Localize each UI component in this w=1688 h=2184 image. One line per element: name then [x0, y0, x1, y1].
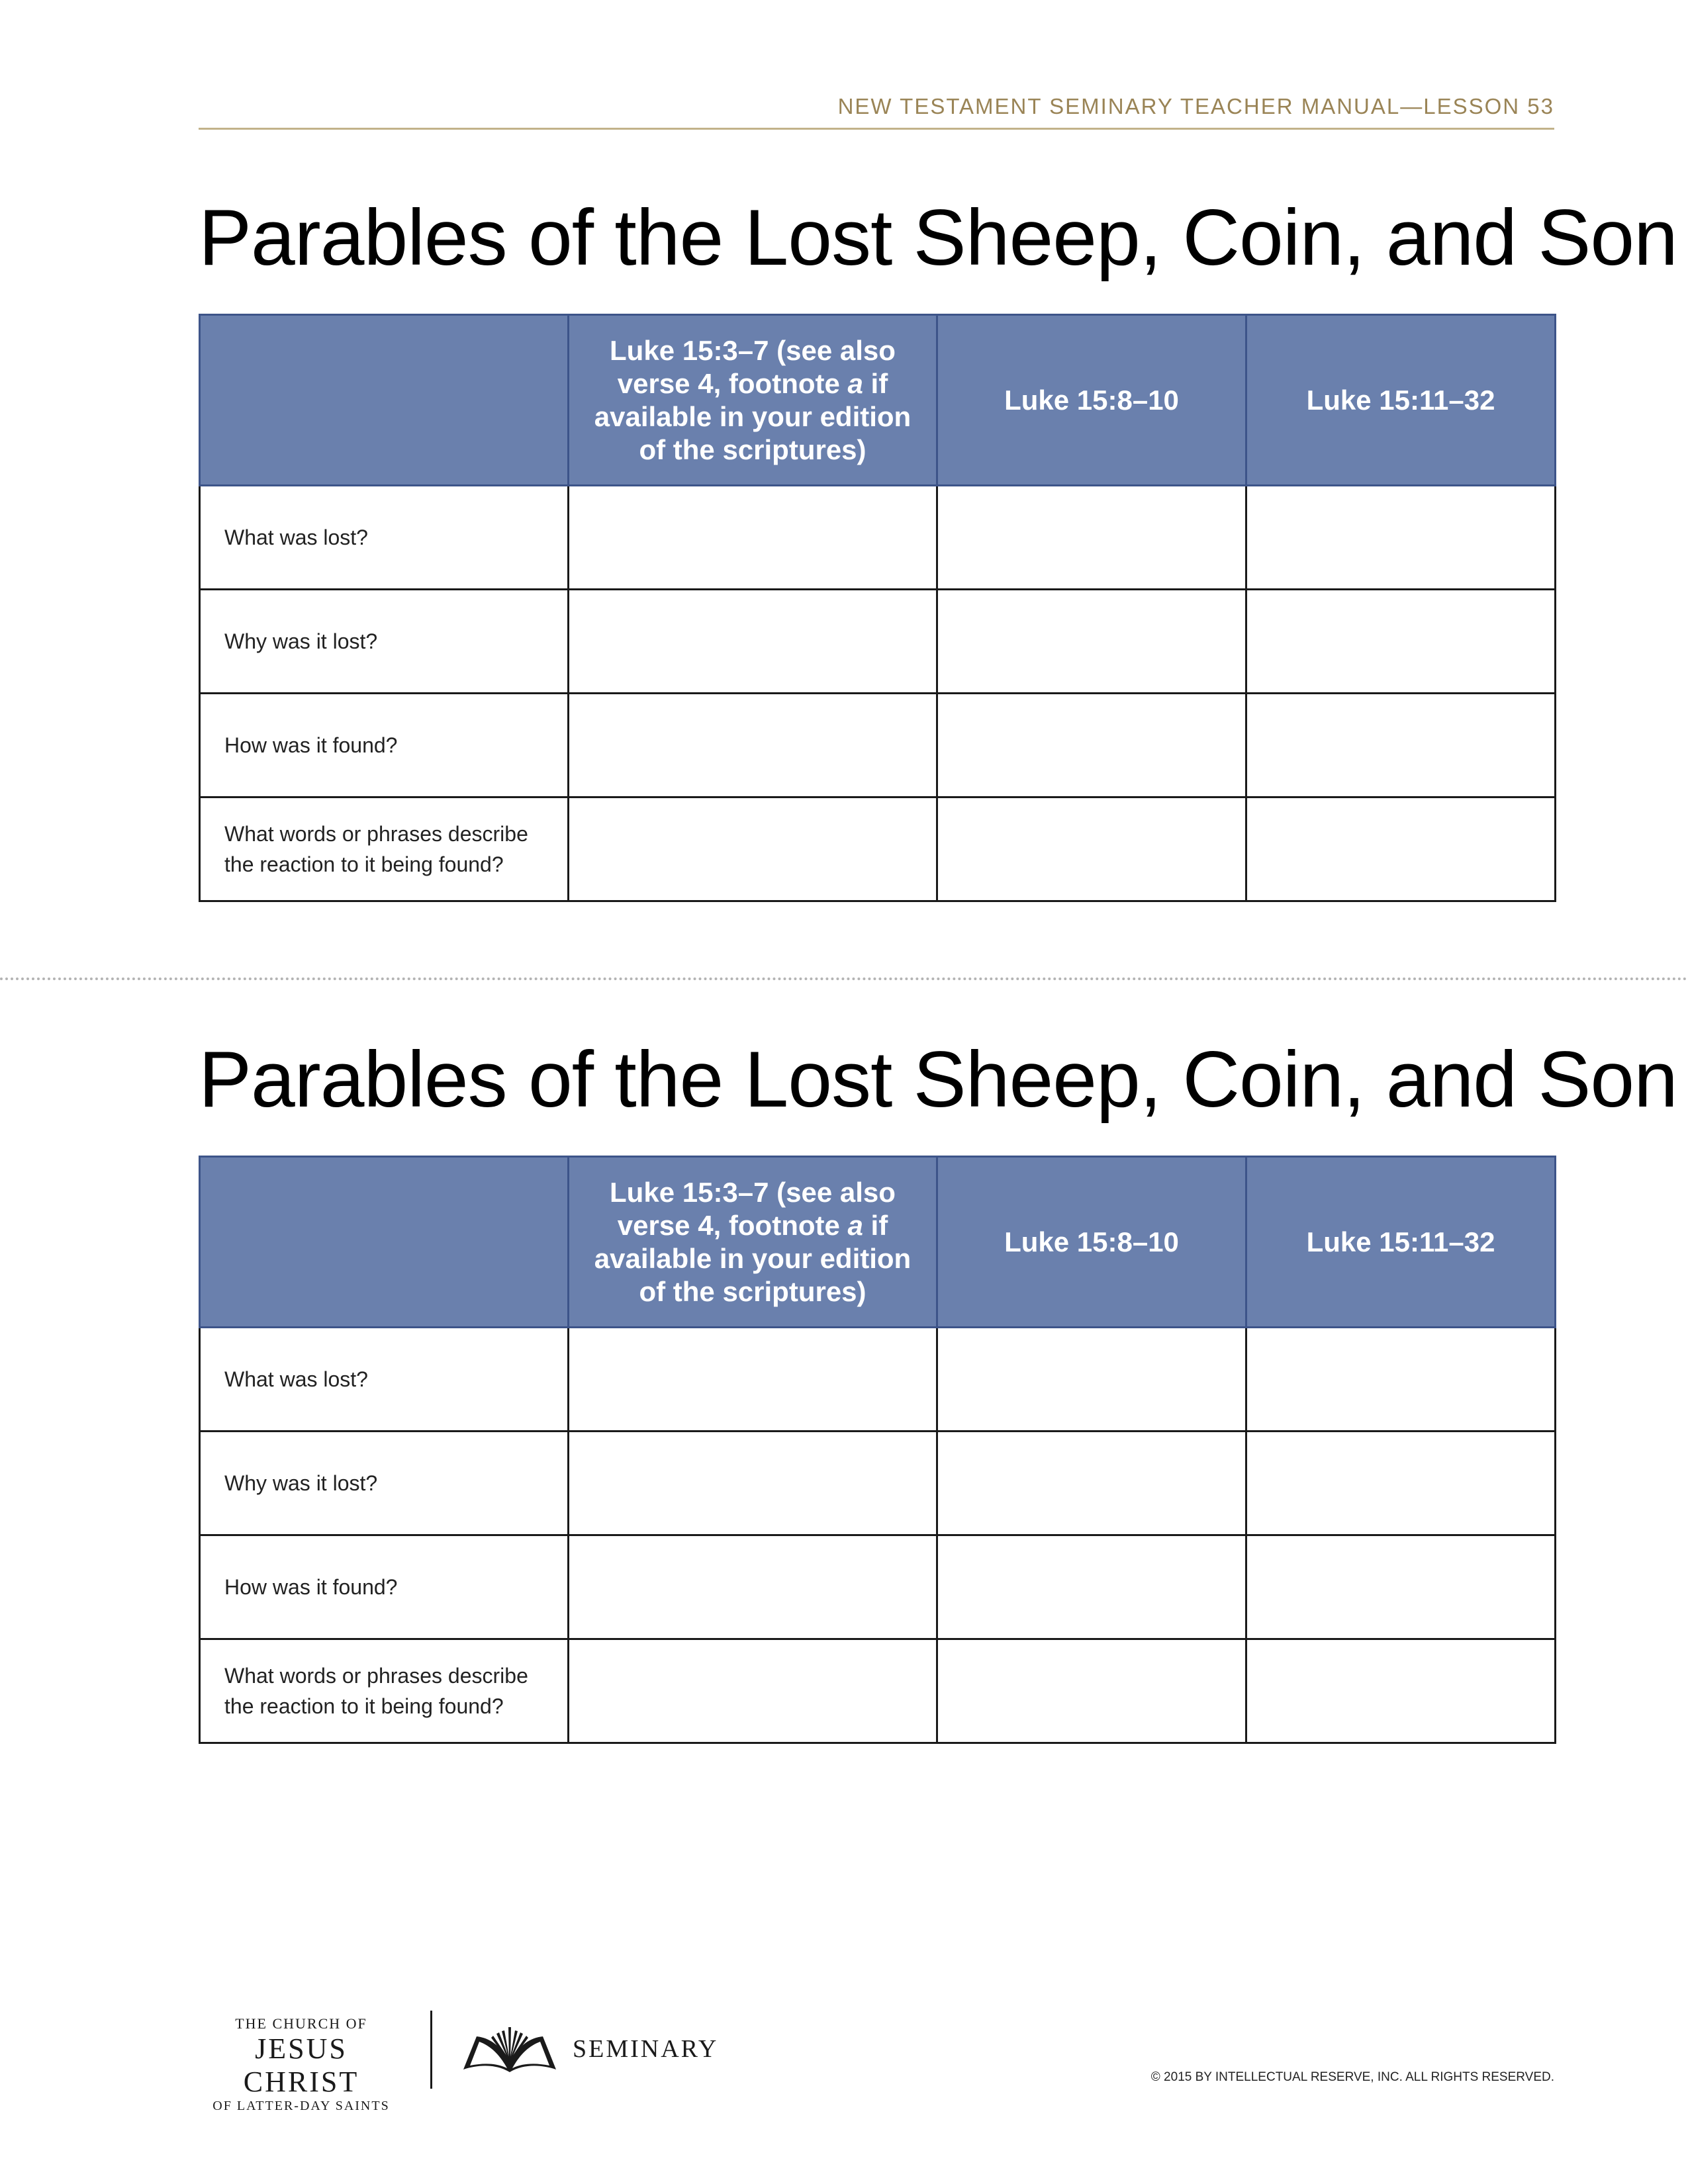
answer-cell[interactable]: [937, 1432, 1246, 1535]
answer-cell[interactable]: [569, 590, 937, 694]
row-question: How was it found?: [200, 694, 569, 797]
church-logo: [199, 2015, 404, 2114]
answer-cell[interactable]: [1246, 694, 1556, 797]
answer-cell[interactable]: [1246, 486, 1556, 590]
header-cell-luke-15-8-10: Luke 15:8–10: [937, 315, 1246, 486]
footnote-letter: a: [847, 1209, 863, 1241]
answer-cell[interactable]: [569, 797, 937, 901]
table-row: [200, 590, 1556, 694]
header-cell-luke-15-11-32: Luke 15:11–32: [1246, 315, 1556, 486]
church-logo-line3: OF LATTER-DAY SAINTS: [212, 2099, 390, 2113]
answer-cell[interactable]: [937, 1535, 1246, 1639]
answer-cell[interactable]: [569, 1639, 937, 1743]
church-logo-line2: JESUS CHRIST: [243, 2032, 359, 2098]
seminary-label: SEMINARY: [573, 2035, 719, 2063]
handout-title: Parables of the Lost Sheep, Coin, and Son: [199, 193, 1677, 282]
header-text-rest: if available in your edition of the scriptures): [594, 1209, 912, 1307]
handout-title: Parables of the Lost Sheep, Coin, and Son: [199, 1035, 1677, 1124]
header-cell-luke-15-3-7: [569, 1157, 937, 1328]
parables-chart: [199, 1156, 1556, 1744]
answer-cell[interactable]: [1246, 1535, 1556, 1639]
open-book-icon: [462, 2022, 558, 2075]
row-question: Why was it lost?: [200, 1432, 569, 1535]
header-text: Luke 15:3–7 (see also verse 4, footnote: [610, 334, 896, 399]
table-row: [200, 486, 1556, 590]
church-logo-line1: THE CHURCH OF: [235, 2015, 367, 2032]
table-row: [200, 1432, 1556, 1535]
logo-divider: [430, 2011, 432, 2089]
row-question: How was it found?: [200, 1535, 569, 1639]
answer-cell[interactable]: [569, 1535, 937, 1639]
row-question: Why was it lost?: [200, 590, 569, 694]
answer-cell[interactable]: [569, 1328, 937, 1432]
header-text: Luke 15:3–7 (see also verse 4, footnote: [610, 1176, 896, 1241]
answer-cell[interactable]: [937, 590, 1246, 694]
header-text-rest: if available in your edition of the scriptures): [594, 367, 912, 465]
answer-cell[interactable]: [1246, 1432, 1556, 1535]
table-row: [200, 694, 1556, 797]
answer-cell[interactable]: [569, 486, 937, 590]
answer-cell[interactable]: [937, 1639, 1246, 1743]
header-row: [200, 315, 1556, 486]
answer-cell[interactable]: [937, 1328, 1246, 1432]
header-cell-blank: [200, 1157, 569, 1328]
parables-chart: [199, 314, 1556, 902]
row-question: What was lost?: [200, 1328, 569, 1432]
answer-cell[interactable]: [1246, 797, 1556, 901]
answer-cell[interactable]: [937, 797, 1246, 901]
cut-line: [0, 978, 1688, 980]
copyright: © 2015 BY INTELLECTUAL RESERVE, INC. ALL RIGHTS RESERVED.: [1150, 2070, 1554, 2084]
header-cell-luke-15-11-32: Luke 15:11–32: [1246, 1157, 1556, 1328]
table-row: [200, 1328, 1556, 1432]
answer-cell[interactable]: [1246, 1328, 1556, 1432]
answer-cell[interactable]: [937, 486, 1246, 590]
answer-cell[interactable]: [1246, 1639, 1556, 1743]
header-cell-luke-15-3-7: [569, 315, 937, 486]
row-question: What words or phrases describe the reaction to it being found?: [200, 797, 569, 901]
header-row: [200, 1157, 1556, 1328]
header-rule: [199, 128, 1554, 130]
header-cell-luke-15-8-10: Luke 15:8–10: [937, 1157, 1246, 1328]
table-row: [200, 797, 1556, 901]
answer-cell[interactable]: [569, 1432, 937, 1535]
row-question: What was lost?: [200, 486, 569, 590]
running-header: NEW TESTAMENT SEMINARY TEACHER MANUAL—LESSON 53: [837, 94, 1554, 118]
header-cell-blank: [200, 315, 569, 486]
answer-cell[interactable]: [937, 694, 1246, 797]
answer-cell[interactable]: [1246, 590, 1556, 694]
table-row: [200, 1535, 1556, 1639]
footnote-letter: a: [847, 367, 863, 399]
row-question: What words or phrases describe the reaction to it being found?: [200, 1639, 569, 1743]
table-row: [200, 1639, 1556, 1743]
answer-cell[interactable]: [569, 694, 937, 797]
